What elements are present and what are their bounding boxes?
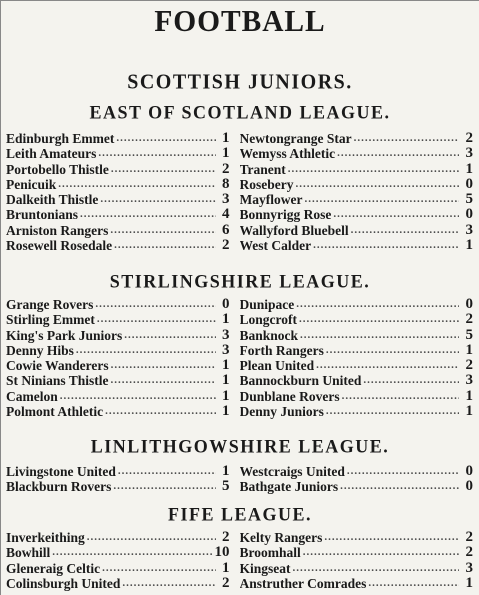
away-team: Forth Rangers bbox=[239, 342, 324, 358]
away-score: 1 bbox=[465, 404, 473, 420]
away-team: West Calder bbox=[239, 238, 312, 254]
page-subtitle: SCOTTISH JUNIORS. bbox=[127, 70, 353, 94]
home-team: Arniston Rangers bbox=[6, 222, 109, 238]
home-score: 1 bbox=[222, 560, 230, 576]
away-score: 3 bbox=[465, 222, 473, 238]
home-score: 1 bbox=[222, 358, 230, 374]
home-score: 1 bbox=[222, 312, 230, 328]
away-score: 2 bbox=[465, 312, 473, 328]
away-team: Wemyss Athletic bbox=[239, 146, 336, 162]
result-row bbox=[6, 297, 473, 312]
home-team: Denny Hibs bbox=[6, 342, 74, 358]
home-team: Inverkeithing bbox=[6, 530, 85, 545]
away-score: 2 bbox=[465, 358, 473, 374]
home-team: Grange Rovers bbox=[6, 297, 94, 312]
result-row bbox=[6, 207, 473, 222]
away-team: Wallyford Bluebell bbox=[239, 222, 349, 238]
home-team: Livingstone United bbox=[6, 464, 116, 479]
away-team: Bannockburn United bbox=[239, 373, 362, 389]
result-row bbox=[6, 328, 473, 343]
results-stirlingshire bbox=[6, 297, 473, 419]
away-score: 0 bbox=[465, 297, 473, 312]
result-row bbox=[6, 312, 473, 327]
home-score: 1 bbox=[222, 131, 230, 146]
section-title-fife: FIFE LEAGUE. bbox=[167, 503, 313, 525]
result-row bbox=[6, 131, 473, 146]
home-team: Portobello Thistle bbox=[6, 161, 109, 177]
away-team: Bathgate Juniors bbox=[239, 479, 339, 495]
away-score: 0 bbox=[465, 176, 473, 192]
away-team: Tranent bbox=[239, 161, 286, 177]
away-team: Broomhall bbox=[239, 545, 301, 561]
home-score: 3 bbox=[222, 327, 230, 343]
away-score: 0 bbox=[465, 207, 473, 223]
section-title-stirlingshire: STIRLINGSHIRE LEAGUE. bbox=[109, 270, 371, 292]
away-team: Newtongrange Star bbox=[239, 131, 352, 146]
result-row bbox=[6, 530, 473, 545]
away-score: 1 bbox=[465, 388, 473, 404]
home-team: Bruntonians bbox=[6, 207, 79, 223]
away-score: 2 bbox=[465, 530, 473, 545]
away-score: 3 bbox=[465, 146, 473, 162]
home-team: Stirling Emmet bbox=[6, 312, 95, 328]
home-team: Bowhill bbox=[6, 545, 51, 561]
away-score: 0 bbox=[465, 479, 473, 495]
home-score: 1 bbox=[222, 388, 230, 404]
home-score: 8 bbox=[222, 176, 230, 192]
home-team: Cowie Wanderers bbox=[6, 358, 109, 374]
result-row bbox=[6, 404, 473, 419]
home-team: Rosewell Rosedale bbox=[6, 238, 113, 254]
away-score: 2 bbox=[465, 545, 473, 561]
away-score: 1 bbox=[465, 161, 473, 177]
away-team: Banknock bbox=[239, 327, 299, 343]
section-title-east-of-scotland: EAST OF SCOTLAND LEAGUE. bbox=[89, 101, 391, 123]
result-row bbox=[6, 545, 473, 560]
result-row bbox=[6, 479, 473, 494]
home-team: St Ninians Thistle bbox=[6, 373, 109, 389]
home-score: 2 bbox=[222, 575, 230, 591]
away-score: 1 bbox=[465, 238, 473, 254]
result-row bbox=[6, 358, 473, 373]
home-score: 6 bbox=[222, 222, 230, 238]
section-title-linlithgowshire: LINLITHGOWSHIRE LEAGUE. bbox=[90, 435, 390, 457]
home-score: 1 bbox=[222, 404, 230, 420]
results-fife bbox=[6, 530, 473, 591]
away-team: Anstruther Comrades bbox=[239, 575, 367, 591]
away-score: 2 bbox=[465, 131, 473, 146]
home-score: 3 bbox=[222, 192, 230, 208]
away-score: 5 bbox=[465, 192, 473, 208]
away-team: Kelty Rangers bbox=[239, 530, 323, 545]
home-team: Penicuik bbox=[6, 176, 57, 192]
away-score: 0 bbox=[465, 464, 473, 479]
home-team: Polmont Athletic bbox=[6, 404, 104, 420]
result-row bbox=[6, 373, 473, 388]
home-score: 5 bbox=[222, 479, 230, 495]
away-team: Denny Juniors bbox=[239, 404, 324, 420]
home-team: Blackburn Rovers bbox=[6, 479, 112, 495]
home-team: Gleneraig Celtic bbox=[6, 560, 101, 576]
home-score: 1 bbox=[222, 373, 230, 389]
away-team: Plean United bbox=[239, 358, 315, 374]
result-row bbox=[6, 177, 473, 192]
result-row bbox=[6, 576, 473, 591]
away-score: 5 bbox=[465, 327, 473, 343]
result-row bbox=[6, 223, 473, 238]
home-score: 2 bbox=[222, 161, 230, 177]
away-team: Kingseat bbox=[239, 560, 291, 576]
away-team: Longcroft bbox=[239, 312, 297, 328]
result-row bbox=[6, 389, 473, 404]
away-team: Bonnyrigg Rose bbox=[239, 207, 332, 223]
away-team: Rosebery bbox=[239, 176, 294, 192]
away-score: 3 bbox=[465, 373, 473, 389]
result-row bbox=[6, 192, 473, 207]
home-score: 2 bbox=[222, 530, 230, 545]
home-score: 4 bbox=[222, 207, 230, 223]
away-team: Mayflower bbox=[239, 192, 303, 208]
home-score: 1 bbox=[222, 464, 230, 479]
result-row bbox=[6, 343, 473, 358]
result-row bbox=[6, 162, 473, 177]
page-title: FOOTBALL bbox=[154, 3, 326, 38]
home-score: 10 bbox=[214, 545, 230, 561]
home-score: 1 bbox=[222, 146, 230, 162]
away-score: 1 bbox=[465, 342, 473, 358]
home-team: Edinburgh Emmet bbox=[6, 131, 115, 146]
home-score: 0 bbox=[222, 297, 230, 312]
results-east-of-scotland bbox=[6, 131, 473, 253]
home-score: 2 bbox=[222, 238, 230, 254]
result-row bbox=[6, 146, 473, 161]
results-linlithgowshire bbox=[6, 464, 473, 495]
away-team: Dunblane Rovers bbox=[239, 388, 340, 404]
home-team: Dalkeith Thistle bbox=[6, 192, 99, 208]
result-row bbox=[6, 238, 473, 253]
home-team: King's Park Juniors bbox=[6, 327, 123, 343]
home-score: 3 bbox=[222, 342, 230, 358]
home-team: Camelon bbox=[6, 388, 58, 404]
away-team: Westcraigs United bbox=[239, 464, 345, 479]
result-row bbox=[6, 561, 473, 576]
away-score: 3 bbox=[465, 560, 473, 576]
home-team: Colinsburgh United bbox=[6, 575, 121, 591]
away-score: 1 bbox=[465, 575, 473, 591]
result-row bbox=[6, 464, 473, 479]
away-team: Dunipace bbox=[239, 297, 295, 312]
home-team: Leith Amateurs bbox=[6, 146, 97, 162]
